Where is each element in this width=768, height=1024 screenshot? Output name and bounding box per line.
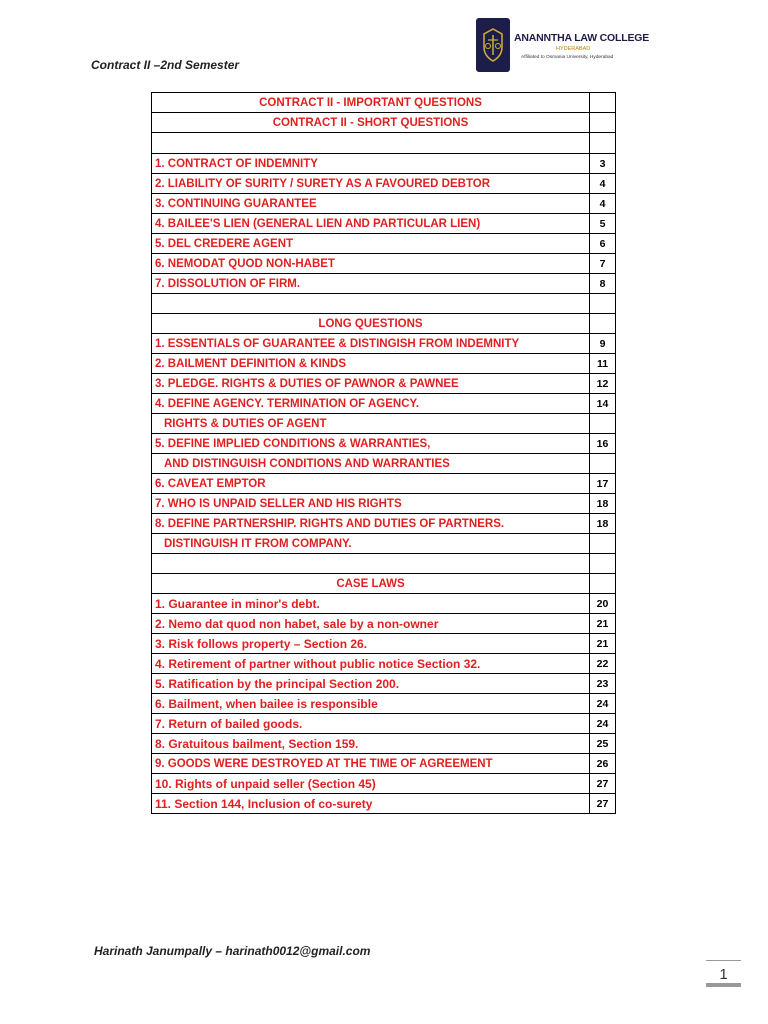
page-number: 7 [590,254,616,274]
table-row [152,514,616,534]
table-row [152,614,616,634]
logo-affiliation: Affiliated to Osmania University, Hyderabad [521,55,614,60]
page-number: 27 [590,794,616,814]
question-text: 5. DEL CREDERE AGENT [152,234,590,254]
question-text: 3. CONTINUING GUARANTEE [152,194,590,214]
question-text: 7. DISSOLUTION OF FIRM. [152,274,590,294]
table-row [152,394,616,414]
case-text: 5. Ratification by the principal Section 200. [152,674,590,694]
case-text: 10. Rights of unpaid seller (Section 45) [152,774,590,794]
case-text: 8. Gratuitous bailment, Section 159. [152,734,590,754]
table-row [152,674,616,694]
question-text: 1. CONTRACT OF INDEMNITY [152,154,590,174]
question-text: 8. DEFINE PARTNERSHIP. RIGHTS AND DUTIES OF PARTNERS. [152,514,590,534]
long-questions-heading: LONG QUESTIONS [152,314,590,334]
table-row [152,254,616,274]
page-number: 17 [590,474,616,494]
page-number-box: 1 [706,960,741,989]
course-header: Contract II –2nd Semester [91,58,240,72]
table-row [152,234,616,254]
table-row [152,194,616,214]
case-text: 2. Nemo dat quod non habet, sale by a non-owner [152,614,590,634]
case-laws-heading: CASE LAWS [152,574,590,594]
table-row [152,774,616,794]
spacer-row [152,294,616,314]
page-number: 14 [590,394,616,414]
page-number: 8 [590,274,616,294]
table-row [152,93,616,113]
page-number: 18 [590,494,616,514]
question-text: 1. ESSENTIALS OF GUARANTEE & DISTINGISH FROM INDEMNITY [152,334,590,354]
case-text: 1. Guarantee in minor's debt. [152,594,590,614]
table-row [152,594,616,614]
page-number: 22 [590,654,616,674]
question-text: RIGHTS & DUTIES OF AGENT [152,414,590,434]
logo-title: ANANNTHA LAW COLLEGE [514,32,650,44]
page-number: 24 [590,714,616,734]
table-row [152,494,616,514]
page-number: 23 [590,674,616,694]
table-row [152,434,616,454]
table-row [152,374,616,394]
table-row [152,574,616,594]
index-title: CONTRACT II - IMPORTANT QUESTIONS [152,93,590,113]
logo-city: HYDERABAD [556,46,591,52]
table-row [152,314,616,334]
case-text: 9. GOODS WERE DESTROYED AT THE TIME OF AGREEMENT [152,754,590,774]
question-text: 3. PLEDGE. RIGHTS & DUTIES OF PAWNOR & PAWNEE [152,374,590,394]
table-row [152,214,616,234]
table-row [152,634,616,654]
college-logo [476,18,650,72]
page-number-underline [706,983,741,987]
table-row [152,734,616,754]
table-row [152,714,616,734]
author-footer: Harinath Janumpally – harinath0012@gmail.com [94,944,371,958]
page-number: 25 [590,734,616,754]
page-number: 3 [590,154,616,174]
spacer-row [152,554,616,574]
table-row [152,474,616,494]
page-number: 5 [590,214,616,234]
question-text: 4. DEFINE AGENCY. TERMINATION OF AGENCY. [152,394,590,414]
page-number [590,534,616,554]
case-text: 4. Retirement of partner without public notice Section 32. [152,654,590,674]
question-text: 4. BAILEE'S LIEN (GENERAL LIEN AND PARTICULAR LIEN) [152,214,590,234]
case-text: 7. Return of bailed goods. [152,714,590,734]
page-number: 20 [590,594,616,614]
question-text: 2. LIABILITY OF SURITY / SURETY AS A FAVOURED DEBTOR [152,174,590,194]
case-text: 11. Section 144, Inclusion of co-surety [152,794,590,814]
questions-index-table [151,92,616,814]
page-number: 9 [590,334,616,354]
page-number: 6 [590,234,616,254]
table-row [152,113,616,133]
question-text: 5. DEFINE IMPLIED CONDITIONS & WARRANTIES, [152,434,590,454]
question-text: 6. NEMODAT QUOD NON-HABET [152,254,590,274]
page-number [590,414,616,434]
table-row [152,154,616,174]
page-number: 27 [590,774,616,794]
table-row [152,454,616,474]
case-text: 3. Risk follows property – Section 26. [152,634,590,654]
page-number [590,454,616,474]
page-number: 16 [590,434,616,454]
college-emblem-icon [476,18,510,72]
page-number: 4 [590,194,616,214]
short-questions-heading: CONTRACT II - SHORT QUESTIONS [152,113,590,133]
question-text: DISTINGUISH IT FROM COMPANY. [152,534,590,554]
question-text: AND DISTINGUISH CONDITIONS AND WARRANTIES [152,454,590,474]
table-row [152,534,616,554]
table-row [152,654,616,674]
table-row [152,694,616,714]
page-number: 4 [590,174,616,194]
table-row [152,174,616,194]
page-number: 21 [590,634,616,654]
page-number: 21 [590,614,616,634]
page-number: 11 [590,354,616,374]
table-row [152,794,616,814]
page-number: 24 [590,694,616,714]
table-row [152,354,616,374]
table-row [152,754,616,774]
table-row [152,414,616,434]
question-text: 6. CAVEAT EMPTOR [152,474,590,494]
case-text: 6. Bailment, when bailee is responsible [152,694,590,714]
table-row [152,274,616,294]
page-number: 12 [590,374,616,394]
page-number: 18 [590,514,616,534]
table-row [152,334,616,354]
spacer-row [152,133,616,154]
question-text: 7. WHO IS UNPAID SELLER AND HIS RIGHTS [152,494,590,514]
page-number: 26 [590,754,616,774]
question-text: 2. BAILMENT DEFINITION & KINDS [152,354,590,374]
